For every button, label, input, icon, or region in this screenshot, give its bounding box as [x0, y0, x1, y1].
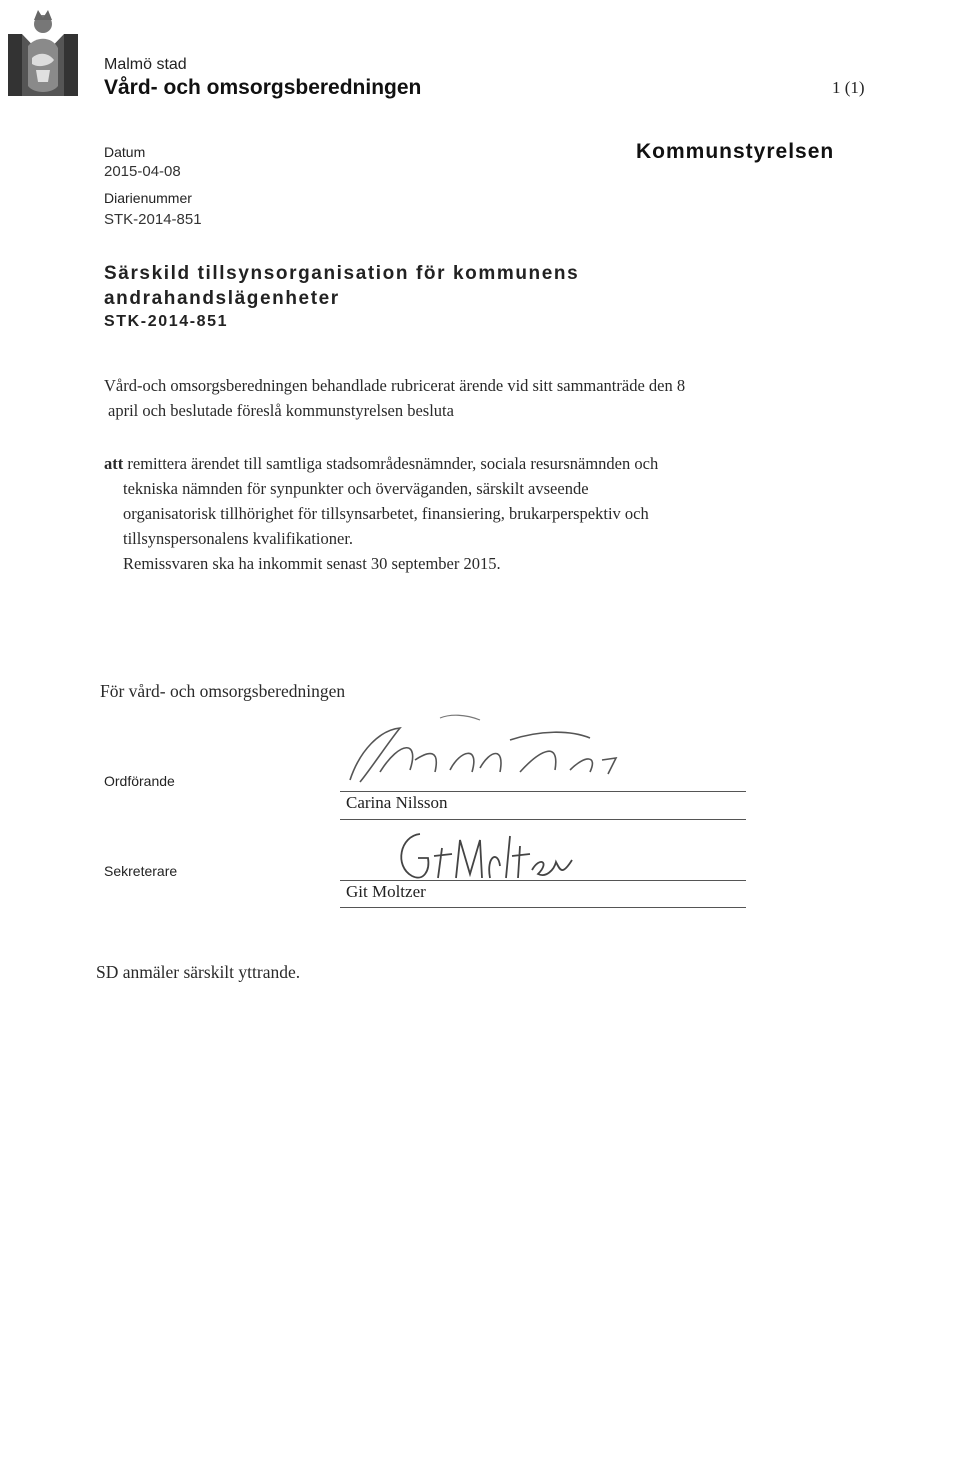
- chair-signature-line: [340, 791, 746, 792]
- att-keyword: att: [104, 454, 124, 473]
- document-title-line-1: Särskild tillsynsorganisation för kommunens: [104, 263, 580, 284]
- page-number: 1 (1): [832, 78, 865, 97]
- department-name: Vård- och omsorgsberedningen: [104, 76, 422, 99]
- secretary-signature-line: [340, 880, 746, 881]
- decision-paragraph: [104, 451, 658, 576]
- diary-number-label: Diarienummer: [104, 190, 192, 206]
- chair-handwritten-signature: [340, 710, 640, 795]
- chair-name: Carina Nilsson: [346, 793, 448, 812]
- intro-line-1: Vård-och omsorgsberedningen behandlade rubricerat ärende vid sitt sammanträde den 8: [104, 376, 686, 395]
- chair-label: Ordförande: [104, 773, 175, 789]
- secretary-name: Git Moltzer: [346, 882, 426, 901]
- intro-line-2: april och beslutade föreslå kommunstyrelsen besluta: [108, 401, 454, 420]
- document-title-line-2: andrahandslägenheter: [104, 288, 340, 309]
- secretary-label: Sekreterare: [104, 863, 178, 879]
- chair-name-underline: [340, 819, 746, 820]
- intro-paragraph: [104, 373, 685, 423]
- decision-line-3: organisatorisk tillhörighet för tillsynsarbetet, finansiering, brukarperspektiv och: [123, 504, 649, 523]
- organization-name: Malmö stad: [104, 56, 187, 73]
- date-value: 2015-04-08: [104, 163, 181, 180]
- decision-line-1: remittera ärendet till samtliga stadsområdesnämnder, sociala resursnämnden och: [127, 454, 659, 473]
- malmo-coat-of-arms-logo: [8, 6, 78, 100]
- document-title: [104, 261, 724, 311]
- date-label: Datum: [104, 144, 146, 160]
- secretary-name-underline: [340, 907, 746, 908]
- recipient: Kommunstyrelsen: [636, 140, 835, 163]
- decision-line-4: tillsynspersonalens kvalifikationer.: [123, 529, 354, 548]
- document-reference: STK-2014-851: [104, 313, 229, 330]
- diary-number-value: STK-2014-851: [104, 211, 202, 228]
- decision-line-2: tekniska nämnden för synpunkter och överväganden, särskilt avseende: [123, 479, 589, 498]
- footer-note: SD anmäler särskilt yttrande.: [96, 962, 301, 982]
- deadline-line: Remissvaren ska ha inkommit senast 30 september 2015.: [123, 554, 501, 573]
- signature-intro: För vård- och omsorgsberedningen: [100, 681, 346, 701]
